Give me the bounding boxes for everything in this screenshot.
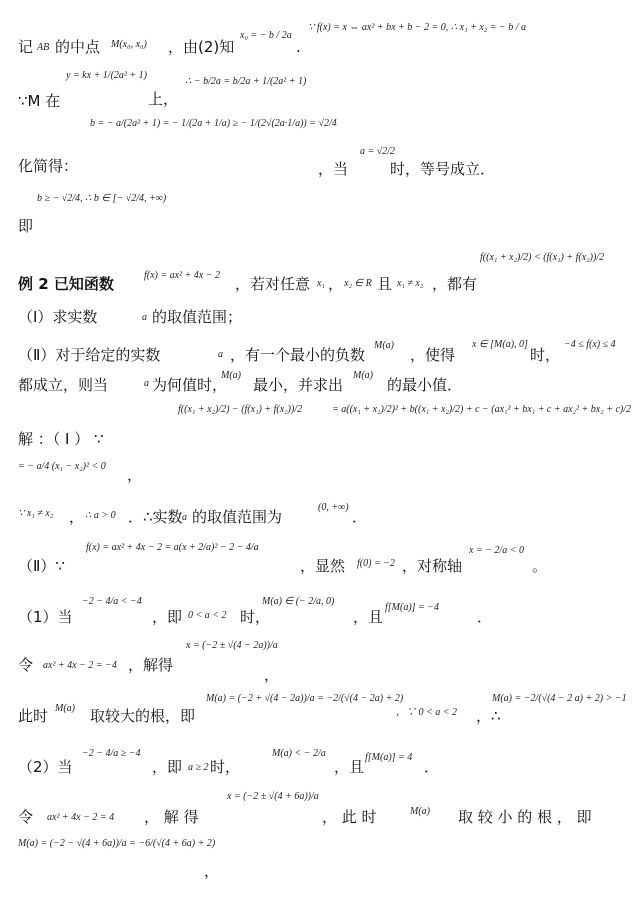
text-s3f: 的取值范围为 xyxy=(192,508,283,526)
text-s3b: ， xyxy=(69,508,85,526)
math-expression-s6d: x = (−2 ± √(4 − 2a))/a xyxy=(186,640,278,651)
text-q3c: 为何值时， xyxy=(152,376,228,394)
text-s5g: ，且 xyxy=(353,608,384,626)
text-s9a: 令 xyxy=(18,808,34,826)
text-q2c: ，有一个最小的负数 xyxy=(230,346,366,364)
math-expression-s7e: ，∵ 0 < a < 2 xyxy=(396,707,457,718)
text-s6c: ，解得 xyxy=(128,656,174,674)
text-q2a: （Ⅱ）对于给定的实数 xyxy=(18,346,161,364)
text-q1a: （Ⅰ）求实数 xyxy=(18,308,98,326)
text-s3h: ． xyxy=(352,508,368,526)
math-expression-s8f: M(a) < − 2/a xyxy=(272,748,326,759)
text-e2e: ， xyxy=(328,275,344,293)
text-s5a: （1）当 xyxy=(18,608,73,626)
text-l4b: 即 xyxy=(18,217,34,235)
math-expression-q2f: x ∈ [M(a), 0] xyxy=(472,339,528,350)
text-s9c: ， 解 得 xyxy=(144,808,199,826)
math-expression-s5b: −2 − 4/a < −4 xyxy=(82,596,142,607)
math-expression-s2a: = − a/4 (x₁ − x₂)² < 0 xyxy=(18,461,106,472)
math-expression-l1h: ∵ f(x) = x ⇔ ax² + bx + b − 2 = 0, ∴ x₁ + x₂ = − b / a xyxy=(308,22,527,33)
text-e2a: 例 2 已知函数 xyxy=(18,275,114,293)
math-expression-s9f: M(a) xyxy=(410,806,430,817)
math-expression-s1b: f((x₁ + x₂)/2) − (f(x₁) + f(x₂))/2 xyxy=(178,404,303,415)
text-s7a: 此时 xyxy=(18,707,49,725)
text-q3g: 的最小值． xyxy=(387,376,463,394)
math-expression-s9d: x = (−2 ± √(4 + 6a))/a xyxy=(227,791,319,802)
text-s5c: ，即 xyxy=(152,608,183,626)
math-expression-q3b: a xyxy=(144,378,149,389)
math-expression-q2b: a xyxy=(218,349,223,360)
math-expression-s7b: M(a) xyxy=(55,703,75,714)
math-expression-s1c: = a((x₁ + x₂)/2)² + b((x₁ + x₂)/2) + c − (ax₁² + bx₁ + c + ax₂² + bx₂ + c)/2 xyxy=(332,404,631,415)
text-l1a: 记 xyxy=(18,38,34,56)
math-expression-s3e: a xyxy=(182,512,187,523)
math-expression-s7g: M(a) = −2/(√(4 − 2 a) + 2) > −1 xyxy=(492,693,627,704)
text-s9g: 取 较 小 的 根 ， 即 xyxy=(458,808,592,826)
text-s7f: ，∴ xyxy=(476,707,501,725)
text-s4e: ，对称轴 xyxy=(402,557,463,575)
text-q1c: 的取值范围； xyxy=(152,308,243,326)
math-expression-s4d: f(0) = −2 xyxy=(357,558,395,569)
math-expression-e2f: x₂ ∈ R xyxy=(344,278,372,289)
math-expression-e2j: f((x₁ + x₂)/2) < (f(x₁) + f(x₂))/2 xyxy=(480,252,605,263)
text-s10b: ， xyxy=(204,862,220,880)
text-s7c: 取较大的根，即 xyxy=(90,707,196,725)
text-s6a: 令 xyxy=(18,656,34,674)
math-expression-s5f: M(a) ∈ (− 2/a, 0) xyxy=(262,596,335,607)
math-expression-q2h: −4 ≤ f(x) ≤ 4 xyxy=(564,339,616,350)
math-expression-s5h: f[M(a)] = −4 xyxy=(385,602,440,613)
text-l3e: 时，等号成立． xyxy=(390,160,496,178)
text-e2g: 且 xyxy=(377,275,393,293)
text-s4c: ，显然 xyxy=(300,557,346,575)
text-q2g: 时， xyxy=(530,346,561,364)
math-expression-e2b: f(x) = ax² + 4x − 2 xyxy=(144,270,220,281)
math-expression-l1d: M(x₀, x₀) xyxy=(111,39,147,50)
text-s5i: ． xyxy=(477,608,493,626)
math-expression-l1b: AB xyxy=(37,42,50,53)
math-expression-s3c: ∴ a > 0 xyxy=(85,510,116,521)
math-expression-l3d: a = √2/2 xyxy=(360,146,396,157)
math-expression-l3a: b = − a/(2a² + 1) = − 1/(2a + 1/a) ≥ − 1/(2√(2a·1/a)) = √2/4 xyxy=(90,118,337,129)
text-s8g: ，且 xyxy=(334,758,365,776)
math-expression-s3a: ∵ x₁ ≠ x₂ xyxy=(18,508,54,519)
text-l1e: ，由(2)知 xyxy=(168,38,235,56)
math-expression-q3f: M(a) xyxy=(353,370,373,381)
math-expression-l4a: b ≥ − √2/4, ∴ b ∈ [− √2/4, +∞) xyxy=(37,193,167,204)
math-expression-s8b: −2 − 4/a ≥ −4 xyxy=(82,748,141,759)
text-s2b: ， xyxy=(127,466,143,484)
text-q3a: 都成立，则当 xyxy=(18,376,109,394)
text-s9e: ， 此 时 xyxy=(322,808,377,826)
text-s8i: ． xyxy=(424,758,440,776)
text-q2e: ，使得 xyxy=(410,346,456,364)
math-expression-s3g: (0, +∞) xyxy=(318,502,349,513)
text-s4g: 。 xyxy=(532,557,548,575)
text-l2c: 上， xyxy=(148,90,179,108)
math-expression-e2h: x₁ ≠ x₂ xyxy=(397,278,424,289)
text-s1a: 解 ：（ Ⅰ ） ∵ xyxy=(18,430,104,448)
text-s8a: （2）当 xyxy=(18,758,73,776)
text-s8e: 时， xyxy=(210,758,241,776)
math-expression-s6b: ax² + 4x − 2 = −4 xyxy=(43,660,117,671)
math-expression-l1f: x₀ = − b / 2a xyxy=(240,30,292,41)
math-expression-e2d: x₁ xyxy=(317,278,325,289)
math-expression-l2b: y = kx + 1/(2a² + 1) xyxy=(66,70,147,81)
math-expression-q2d: M(a) xyxy=(374,340,394,351)
math-expression-s5d: 0 < a < 2 xyxy=(188,610,227,621)
math-expression-s9b: ax² + 4x − 2 = 4 xyxy=(47,812,115,823)
text-l1g: . xyxy=(296,38,301,56)
text-l3c: ，当 xyxy=(318,160,349,178)
math-expression-s4f: x = − 2/a < 0 xyxy=(469,545,524,556)
math-expression-q1b: a xyxy=(142,312,147,323)
text-l2a: ∵M 在 xyxy=(18,92,61,110)
text-e2c: ，若对任意 xyxy=(235,275,311,293)
text-s4a: （Ⅱ）∵ xyxy=(18,557,65,575)
math-expression-s8d: a ≥ 2 xyxy=(188,762,209,773)
text-s8c: ，即 xyxy=(152,758,183,776)
math-expression-s7d: M(a) = (−2 + √(4 − 2a))/a = −2/(√(4 − 2a) + 2) xyxy=(206,693,404,704)
text-l3b: 化简得： xyxy=(18,157,79,175)
text-s3d: ．∴实数 xyxy=(128,508,183,526)
text-s6e: ， xyxy=(264,666,280,684)
text-q3e: 最小，并求出 xyxy=(253,376,344,394)
math-expression-s8h: f[M(a)] = 4 xyxy=(365,752,413,763)
text-l1c: 的中点 xyxy=(55,38,101,56)
text-e2i: ，都有 xyxy=(432,275,478,293)
math-expression-l2d: ∴ − b/2a = b/2a + 1/(2a² + 1) xyxy=(185,76,307,87)
math-expression-s10a: M(a) = (−2 − √(4 + 6a))/a = −6/(√(4 + 6a) + 2) xyxy=(18,838,216,849)
math-expression-q3d: M(a) xyxy=(221,370,241,381)
math-expression-s4b: f(x) = ax² + 4x − 2 = a(x + 2/a)² − 2 − 4/a xyxy=(86,542,259,553)
text-s5e: 时， xyxy=(240,608,271,626)
